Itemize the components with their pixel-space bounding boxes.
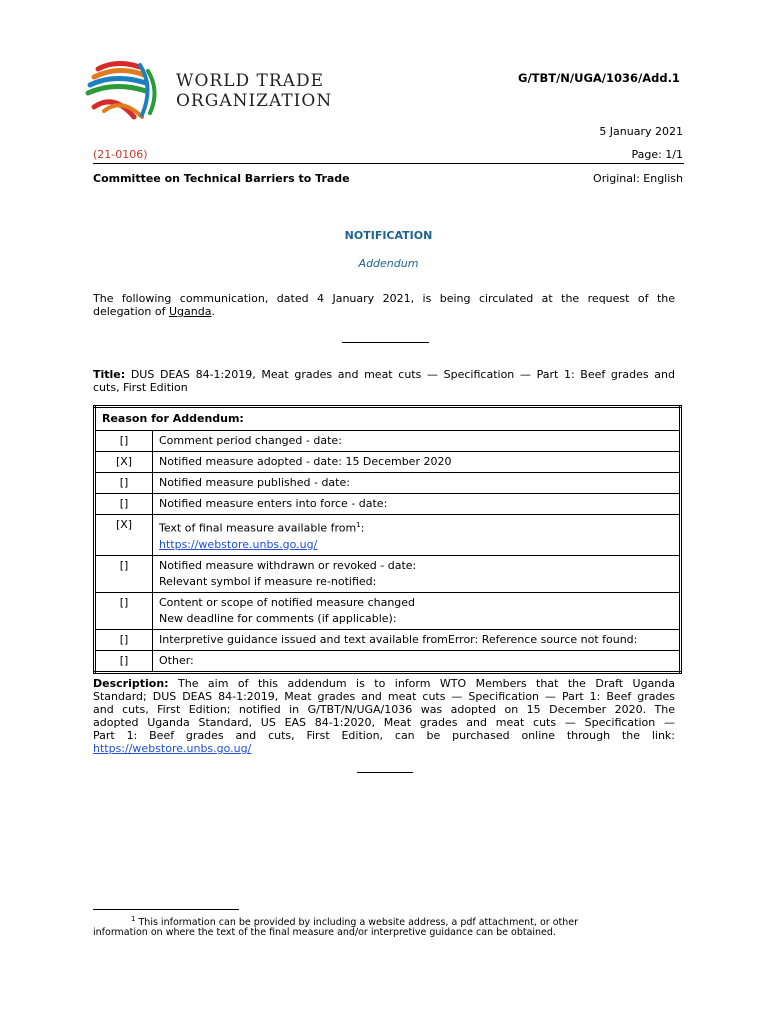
description-line4: adopted Uganda Standard, US EAS 84-1:2020, Meat grades and meat cuts — Specification — (93, 716, 675, 729)
footnote-line2: information on where the text of the final measure and/or interpretive guidance can be obtained. (93, 927, 556, 938)
title-line1 (93, 368, 675, 381)
table-row (95, 592, 681, 629)
table-row (95, 431, 681, 452)
checkbox-withdrawn[interactable]: [] (95, 555, 153, 592)
section-separator (342, 342, 429, 343)
webstore-link[interactable]: https://webstore.unbs.go.ug/ (159, 537, 318, 551)
doc-symbol: G/TBT/N/UGA/1036/Add.1 (518, 71, 680, 85)
intro-line2 (93, 305, 675, 318)
description-webstore-link[interactable]: https://webstore.unbs.go.ug/ (93, 742, 252, 755)
description-line5: Part 1: Beef grades and cuts, First Edition, can be purchased online through the link: (93, 729, 675, 742)
checkbox-content-changed[interactable]: [] (95, 592, 153, 629)
row-text: Notified measure adopted - date: 15 December 2020 (153, 452, 681, 473)
table-row (95, 494, 681, 515)
intro-line1: The following communication, dated 4 January 2021, is being circulated at the request of the (93, 292, 675, 305)
row-text-multi (153, 555, 681, 592)
page-title: NOTIFICATION (344, 229, 433, 242)
wto-emblem-icon (84, 57, 174, 127)
footnote-text: This information can be provided by including a website address, a pdf attachment, or other (138, 917, 579, 929)
footnote-ref[interactable]: 1 (356, 521, 361, 529)
description-line3: and cuts, First Edition; notified in G/TBT/N/UGA/1036 was adopted on 15 December 2020. The (93, 703, 675, 716)
end-separator (357, 772, 413, 773)
table-row (95, 452, 681, 473)
row-text: Interpretive guidance issued and text available fromError: Reference source not found: (153, 629, 681, 650)
row-text: Notified measure withdrawn or revoked - date: (159, 558, 417, 572)
table-row (95, 629, 681, 650)
wto-logo (84, 57, 334, 127)
checkbox-measure-published[interactable]: [] (95, 473, 153, 494)
row-text-2: New deadline for comments (if applicable): (159, 611, 397, 625)
org-name-line1: WORLD TRADE (176, 71, 324, 91)
header-divider (93, 163, 684, 164)
page-subtitle: Addendum (358, 257, 419, 270)
description-text: The aim of this addendum is to inform WTO Members that the Draft Uganda (178, 677, 676, 690)
row-text-multi: Text of final measure available from$^1$: https://webstore.unbs.go.ug/ (153, 515, 681, 556)
intro-country: Uganda (168, 305, 212, 318)
title-text: DUS DEAS 84-1:2019, Meat grades and meat cuts — Specification — Part 1: Beef grades and (130, 368, 675, 381)
doc-date: 5 January 2021 (599, 125, 683, 138)
row-text: Content or scope of notified measure changed (159, 595, 416, 609)
original-language: Original: English (593, 172, 683, 185)
page-number: Page: 1/1 (631, 148, 683, 161)
committee-name: Committee on Technical Barriers to Trade (93, 172, 350, 185)
checkbox-final-text-available[interactable]: [X] (95, 515, 153, 556)
row-text: Comment period changed - date: (153, 431, 681, 452)
checkbox-other[interactable]: [] (95, 650, 153, 672)
checkbox-comment-period[interactable]: [] (95, 431, 153, 452)
table-row (95, 515, 681, 556)
intro-prefix: delegation of (93, 305, 169, 318)
table-row (95, 650, 681, 672)
row-text: Text of final measure available from (159, 521, 357, 535)
row-text-multi (153, 592, 681, 629)
reason-table (93, 405, 682, 674)
reason-table-header (95, 407, 681, 431)
checkbox-interpretive-guidance[interactable]: [] (95, 629, 153, 650)
table-row (95, 473, 681, 494)
footnote-rule (93, 909, 239, 910)
description-label: Description: (93, 677, 169, 690)
row-text: Other: (153, 650, 681, 672)
footnote-number: 1 (131, 915, 136, 923)
org-name-line2: ORGANIZATION (176, 91, 333, 111)
description-line1 (93, 677, 675, 690)
description-line2: Standard; DUS DEAS 84-1:2019, Meat grades and meat cuts — Specification — Part 1: Beef grades (93, 690, 675, 703)
row-text: Notified measure enters into force - date: (153, 494, 681, 515)
checkbox-entry-into-force[interactable]: [] (95, 494, 153, 515)
table-row (95, 555, 681, 592)
row-text-2: Relevant symbol if measure re-notified: (159, 574, 377, 588)
row-text: Notified measure published - date: (153, 473, 681, 494)
reason-header: Reason for Addendum: (95, 407, 681, 431)
title-label: Title: (93, 368, 126, 381)
title-line2: cuts, First Edition (93, 381, 188, 394)
checkbox-measure-adopted[interactable]: [X] (95, 452, 153, 473)
ref-number: (21-0106) (93, 148, 148, 161)
intro-suffix: . (211, 305, 215, 318)
description-line6 (93, 742, 675, 755)
